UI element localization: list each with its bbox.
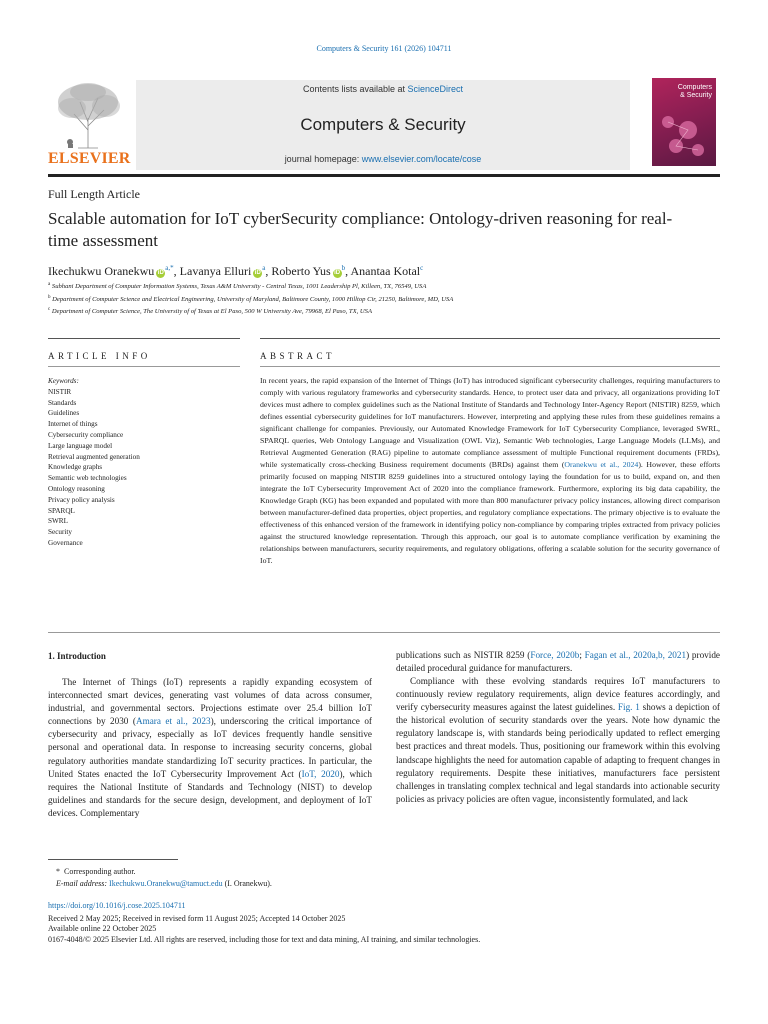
elsevier-wordmark: ELSEVIER (48, 150, 131, 167)
homepage-line (136, 154, 630, 164)
journal-header (48, 78, 720, 176)
sciencedirect-link[interactable]: ScienceDirect (407, 84, 464, 94)
intro-paragraph: The Internet of Things (IoT) represents a rapidly expanding ecosystem of interconnected smart devices, generating vast volumes of data across consumer, industrial, and governmental sectors. Projections estimate over 25.4 billion IoT connections by 2030 (Amara et al., 2023), underscoring the critical importance of cybersecurity and privacy, especially as IoT devices frequently handle sensitive personal and operational data. In response to increasing security concerns, global regulatory authorities mandate standardizing IoT security practices. In particular, the United States enacted the IoT Cybersecurity Improvement Act (IoT, 2020), which requires the National Institute of Standards and Technology (NIST) to develop guidelines and standards for the secure design, development, and deployment of IoT devices. Complementary (48, 677, 372, 818)
orcid-icon[interactable]: iD (157, 270, 164, 276)
elsevier-tree-icon (48, 80, 128, 150)
keyword: Semantic web technologies (48, 474, 127, 483)
keyword: Knowledge graphs (48, 463, 103, 472)
keyword: Privacy policy analysis (48, 495, 115, 504)
journal-cover-thumbnail[interactable] (652, 78, 716, 166)
keyword: Cybersecurity compliance (48, 430, 124, 439)
affiliation-item: $^c$ Department of Computer Science, The University of of Texas at El Paso, 500 W University Ave, 79968, El Paso, TX, USA (48, 307, 373, 315)
keyword: Retrieval augmented generation (48, 452, 140, 461)
orcid-icon[interactable]: iD (334, 270, 341, 276)
author-name[interactable]: Ikechukwu Oranekwu (48, 264, 155, 278)
author-affiliation-mark[interactable]: c (420, 264, 424, 272)
cover-artwork (658, 112, 710, 160)
section-heading-introduction: 1. Introduction (48, 651, 106, 661)
author-affiliation-mark[interactable]: b (341, 264, 346, 272)
keyword: Large language model (48, 441, 113, 450)
author-name[interactable]: Anantaa Kotal (350, 264, 421, 278)
footnote-mark: * (56, 867, 60, 876)
keyword: Ontology reasoning (48, 484, 105, 493)
journal-reference[interactable]: Computers & Security 161 (2026) 104711 (316, 44, 452, 53)
keyword: Security (48, 528, 72, 537)
citation-link[interactable]: Fagan et al., 2020a,b, 2021 (584, 650, 687, 660)
divider (48, 338, 240, 339)
footnote-text: Corresponding author. (64, 867, 136, 876)
citation-link[interactable]: Force, 2020b (530, 650, 580, 660)
keywords-label: Keywords: (48, 377, 79, 385)
keyword: Governance (48, 538, 83, 547)
keyword: SWRL (48, 517, 68, 526)
affiliation-item: $^b$ Department of Computer Science and Electrical Engineering, University of Maryland, Baltimore County, 1000 Hilltop Cir, 21250, Baltimore, MD, USA (48, 294, 454, 303)
affiliations (48, 280, 720, 318)
elsevier-logo[interactable] (48, 80, 131, 168)
keyword: SPARQL (48, 506, 75, 515)
citation-link[interactable]: IoT, 2020 (301, 768, 340, 779)
journal-homepage-link[interactable]: www.elsevier.com/locate/cose (361, 154, 482, 164)
journal-title: Computers & Security (300, 115, 466, 134)
article-title: Scalable automation for IoT cyberSecurity compliance: Ontology-driven reasoning for real-time assessment (48, 209, 673, 250)
footnote-rule (48, 859, 178, 860)
dates-line: Received 2 May 2025; Received in revised form 11 August 2025; Accepted 14 October 2025 (48, 914, 346, 923)
abstract-text: In recent years, the rapid expansion of the Internet of Things (IoT) has introduced significant cybersecurity challenges, requiring manufacturers to comply with various regulatory frameworks and cybersecurity standards. Hence, to protect user data and privacy, all organizations providing IoT devices must adhere to complex guidelines such as the National Institute of Standards and Technology Inter-Agency Report (NISTIR) 8259, which defines essential cybersecurity guidelines for IoT manufacturers. However, interpreting and applying these rules from these guidelines remains a significant challenge for companies. Previously, our Automated Knowledge Framework for IoT Cybersecurity Compliance, leveraged SWRL, SPARQL queries, Web Ontology Language and Visualization (OWL Viz), Semantic Web technologies, Large Language Models (LLMs), and Retrieval Augmented Generation (RAG) pipeline to automate compliance assessment of multiple Functional requirement documents (FRDs), while systematically cross-checking Business requirement documents (BRDs) against them (Oranekwu et al., 2024). However, these efforts primarily focused on mapping NISTIR 8259 guidelines into a structured ontology laying the foundation for us to build, expand on, and then integrate the IoT Cybersecurity Improvement Act of 2020 into the compliance framework. Furthermore, exploring its big data capability, the Knowledge Graph (KG) has been expanded and populated with more than 800 manufacturer privacy policy instances, allowing direct comparison between manufacturer-defined data properties, object properties, and regulatory compliance expectations. The primary objective is to evaluate the effectiveness of this enhanced version of the framework in identifying policy non-compliance by comparing triples extracted from privacy policies against the structured knowledge representation. Through this approach, our goal is to automate compliance verification by examining the relationships between manufacturers, security requirements, and regulatory obligations, offering a scalable solution for the security governance of IoT. (260, 376, 720, 565)
cover-title-line-2: & Security (680, 92, 712, 99)
contents-prefix: Contents lists available at (302, 84, 408, 94)
citation-link[interactable]: Oranekwu et al., 2024 (564, 460, 639, 469)
publication-dates (48, 914, 480, 945)
citation-link[interactable]: Amara et al., 2023 (135, 716, 211, 727)
keyword: Standards (48, 398, 77, 407)
cover-title-line-1: Computers (677, 84, 712, 91)
cover-title (678, 84, 712, 100)
doi-link[interactable]: https://doi.org/10.1016/j.cose.2025.104711 (48, 901, 186, 910)
article-info-heading: ARTICLE INFO (48, 351, 151, 361)
header-rule (48, 174, 720, 177)
divider (48, 632, 720, 633)
intro-paragraph: Compliance with these evolving standards requires IoT manufacturers to continuously review regulatory requirements, align device features accordingly, and verify cybersecurity measures against the latest guidelines. Fig. 1 shows a depiction of the historical evolution of security standards over the years. Note how dynamic the regulatory landscape is, with standards being periodically updated to reflect emerging best practices and threat models. Thus, positioning our framework within this evolving landscape highlights the need for automation capable of adapting to frequent changes in regulatory requirements. Despite these initiatives, manufacturers face persistent challenges in translating complex technical and legal standards into actionable security policies as privacy policies are often vague, inconsistently formulated, and lack (396, 676, 720, 804)
homepage-prefix: journal homepage: (284, 154, 362, 164)
author-list: Ikechukwu Oranekwu $iD^{a,*}$, Lavanya Elluri $iD^a$, Roberto Yus $iD^b$, Anantaa Kotal$^c$ (48, 264, 424, 278)
affiliation-item: $^a$ Subhani Department of Computer Information Systems, Texas A&M University - Central Texas, 1001 Leadership Pl, Killeen, TX, 76549, USA (48, 282, 427, 290)
keyword: NISTIR (48, 387, 72, 396)
intro-paragraph-continued: publications such as NISTIR 8259 (Force, 2020b; Fagan et al., 2020a,b, 2021) provide detailed procedural guidance for manufacturers. (396, 650, 720, 674)
article-type: Full Length Article (48, 187, 140, 201)
email-link[interactable]: Ikechukwu.Oranekwu@tamuct.edu (109, 879, 223, 888)
footnote: * Corresponding author. E-mail address: Ikechukwu.Oranekwu@tamuct.edu (I. Oranekwu). (56, 867, 272, 888)
author-affiliation-mark[interactable]: a,* (165, 264, 174, 272)
author-name[interactable]: Lavanya Elluri (179, 264, 252, 278)
author-affiliation-mark[interactable]: a (262, 264, 266, 272)
divider (260, 366, 720, 367)
orcid-icon[interactable]: iD (254, 270, 261, 276)
keywords-list (48, 376, 140, 549)
divider (260, 338, 720, 339)
divider (48, 366, 240, 367)
keyword: Internet of things (48, 420, 98, 429)
contents-line (136, 84, 630, 94)
copyright-line: 0167-4048/© 2025 Elsevier Ltd. All rights are reserved, including those for text and data mining, AI training, and similar technologies. (48, 934, 481, 944)
figure-link[interactable]: Fig. 1 (617, 702, 640, 713)
abstract-heading: ABSTRACT (260, 351, 336, 361)
dates-line: Available online 22 October 2025 (48, 924, 157, 934)
keyword: Guidelines (48, 409, 80, 418)
email-label: E-mail address: (56, 879, 108, 888)
author-name[interactable]: Roberto Yus (271, 264, 331, 278)
journal-banner (136, 80, 630, 170)
